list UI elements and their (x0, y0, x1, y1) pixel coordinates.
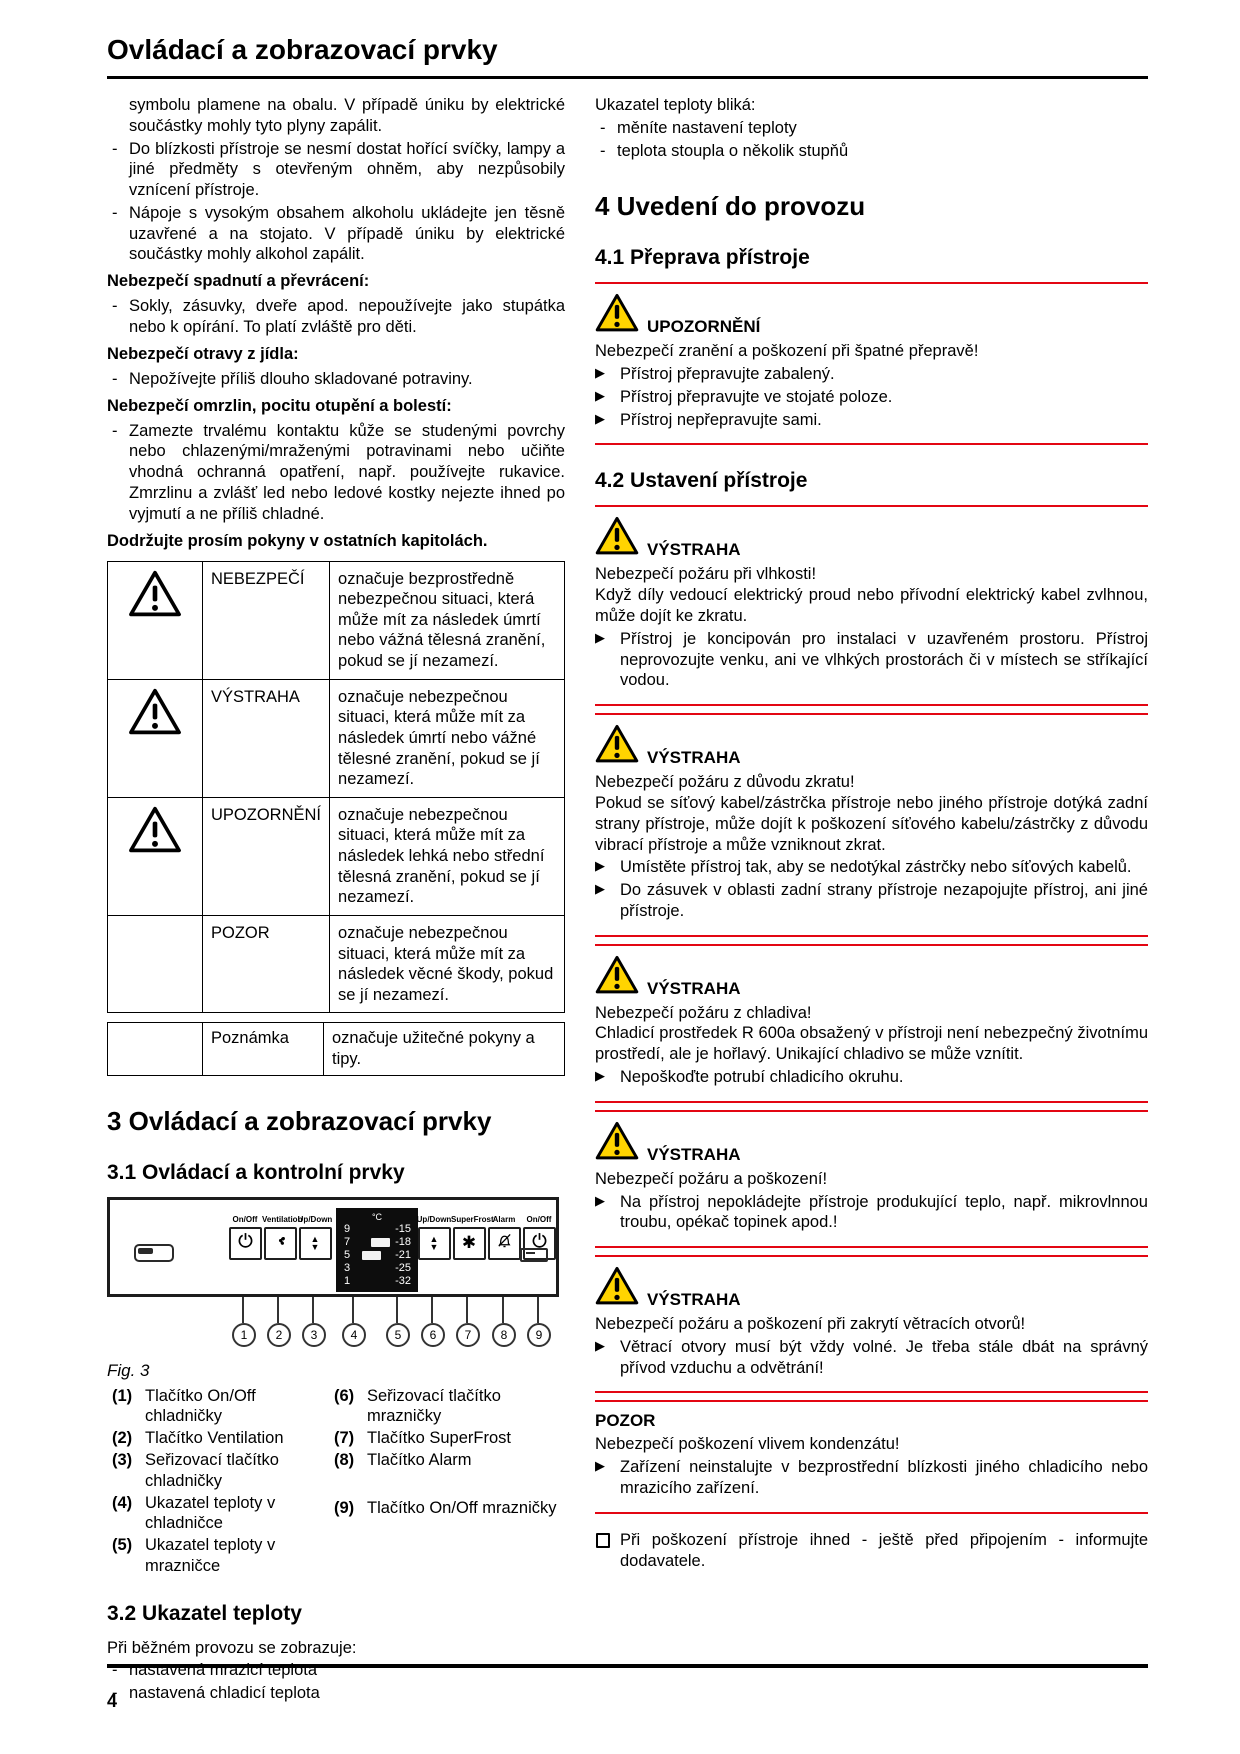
warning-body: Pokud se síťový kabel/zástrčka přístroje nebo jiného přístroje dotýká zadní strany přístroje, může dojít k poškození síťového kabelu/zástrčky z důvodu vibrací přístroje a může vzniknout zkrat. (595, 793, 1148, 854)
warning-ventilation-openings (595, 1255, 1148, 1393)
warning-header (595, 955, 1148, 1000)
freezer-temperature-scale: -15 -18 -21 -25 -32 (395, 1222, 411, 1287)
up-down-arrows-icon: ▲ ▼ (429, 1234, 439, 1253)
fridge-updown-control (297, 1215, 333, 1260)
freezer-updown-button[interactable] (418, 1227, 451, 1260)
action-item: ▶ Větrací otvory musí být vždy volné. Je třeba stále dbát na správný přívod vzduchu a odvětrání! (595, 1337, 1148, 1379)
supplier-note (595, 1530, 1148, 1572)
hazard-list (107, 421, 565, 525)
button-label: On/Off (232, 1214, 258, 1224)
callout: 6 (421, 1297, 443, 1347)
fridge-onoff-control (227, 1215, 263, 1260)
list-item: - nastavená chladicí teplota (107, 1683, 565, 1704)
warning-level: VÝSTRAHA (647, 1290, 741, 1310)
legend-item: (4) Ukazatel teploty v chladničce (112, 1493, 276, 1533)
caution-level: POZOR (595, 1411, 656, 1431)
warning-triangle-icon (595, 1266, 639, 1311)
warning-body: Když díly vedoucí elektrický proud nebo přívodní elektrický kabel zvlhnou, může dojít ke zkratu. (595, 586, 1148, 626)
snowflake-icon: ✱ (461, 1233, 477, 1253)
warning-subtitle: Nebezpečí zranění a poškození při špatné přepravě! (595, 342, 979, 361)
action-item: ▶ Přístroj nepřepravujte sami. (595, 410, 1148, 431)
list-item: - teplota stoupla o několik stupňů (595, 141, 1148, 162)
control-panel (107, 1197, 559, 1297)
signal-word: NEBEZPEČÍ (203, 561, 330, 679)
list-item: - měníte nastavení teploty (595, 118, 1148, 139)
follow-note: Dodržujte prosím pokyny v ostatních kapitolách. (107, 531, 488, 550)
warning-header (595, 293, 1148, 338)
button-label: On/Off (526, 1214, 552, 1224)
left-column (107, 95, 565, 1706)
fridge-indicator-bar (362, 1251, 381, 1260)
callout: 8 (492, 1297, 514, 1347)
legend-column-left (107, 1385, 329, 1578)
figure-legend (107, 1385, 565, 1578)
hazard-heading: Nebezpečí omrzlin, pocitu otupění a bolestí: (107, 396, 452, 415)
freezer-updown-control (416, 1215, 452, 1260)
warning-triangle-icon (595, 955, 639, 1000)
warning-subtitle: Nebezpečí požáru a poškození při zakrytí větracích otvorů! (595, 1315, 1026, 1334)
callout: 4 (342, 1297, 364, 1347)
signal-definition: označuje nebezpečnou situaci, která může mít za následek lehká nebo střední tělesná zranění, pokud se jí nezamezí. (330, 797, 565, 915)
action-item: ▶ Na přístroj nepokládejte přístroje produkující teplo, např. mikrovlnnou troubu, opékač topinek apod.! (595, 1192, 1148, 1234)
right-column (595, 95, 1148, 1706)
warning-level: VÝSTRAHA (647, 540, 741, 560)
table-row (108, 797, 565, 915)
superfrost-control (451, 1214, 494, 1260)
signal-definition: označuje nebezpečnou situaci, která může mít za následek věcné škody, pokud se jí nezamezí. (330, 915, 565, 1013)
fridge-onoff-button[interactable] (229, 1227, 262, 1260)
callout: 9 (527, 1297, 549, 1347)
callout: 7 (456, 1297, 478, 1347)
legend-item: (6) Seřizovací tlačítko mrazničky (334, 1386, 501, 1426)
list-item: - Do blízkosti přístroje se nesmí dostat hořící svíčky, lampy a jiné předměty s otevřeným ohněm, aby nezpůsobily vznícení přístroje. (107, 139, 565, 201)
freezer-indicator-bar (371, 1238, 390, 1247)
warning-transport (595, 282, 1148, 445)
warning-short-circuit (595, 713, 1148, 936)
warning-level: VÝSTRAHA (647, 748, 741, 768)
header-rule (107, 76, 1148, 79)
warning-body: Chladicí prostředek R 600a obsažený v přístroji není nebezpečný životnímu prostředí, ale je hořlavý. Unikající chladivo se může vznítit. (595, 1024, 1148, 1064)
action-item: ▶ Přístroj přepravujte ve stojaté poloze. (595, 387, 1148, 408)
table-row (108, 915, 565, 1013)
alarm-bell-muted-icon (496, 1232, 513, 1254)
button-label: Ventilation (262, 1214, 303, 1224)
note-table (107, 1022, 565, 1075)
section-3-2-intro: Při běžném provozu se zobrazuje: (107, 1638, 357, 1657)
signal-definition: označuje nebezpečnou situaci, která může mít za následek úmrtí nebo vážné tělesné zranění, pokud se jí nezamezí. (330, 679, 565, 797)
interior-light-icon (134, 1244, 174, 1262)
page-title: Ovládací a zobrazovací prvky (107, 34, 498, 65)
legend-item: (5) Ukazatel teploty v mrazničce (112, 1536, 276, 1575)
warning-level: VÝSTRAHA (647, 1144, 741, 1164)
section-3-heading: 3 Ovládací a zobrazovací prvky (107, 1105, 492, 1136)
legend-item: (8) Tlačítko Alarm (334, 1450, 472, 1469)
button-label: Up/Down (297, 1214, 333, 1224)
list-item: - Sokly, zásuvky, dveře apod. nepoužívejte jako stupátka nebo k opírání. To platí zvláště pro děti. (107, 296, 565, 338)
hazard-list (107, 296, 565, 338)
warning-triangle-icon (595, 724, 639, 769)
warning-actions (595, 857, 1148, 921)
list-item: - Zamezte trvalému kontaktu kůže se studenými povrchy nebo chlazenými/mraženými potravinami nebo učiňte vhodná ochranná opatření, např. používejte rukavice. Zmrzlinu a zvlášť led nebo ledové kostky nejezte ihned po vyjmutí a ne příliš chladné. (107, 421, 565, 525)
list-item: - Nepožívejte příliš dlouho skladované potraviny. (107, 369, 565, 390)
warning-header (595, 516, 1148, 561)
section-4-heading: 4 Uvedení do provozu (595, 191, 866, 222)
superfrost-button[interactable] (453, 1227, 486, 1260)
warning-header (595, 1121, 1148, 1166)
section-3-1-heading: 3.1 Ovládací a kontrolní prvky (107, 1160, 405, 1184)
signal-word: UPOZORNĚNÍ (203, 797, 330, 915)
action-item: ▶ Do zásuvek v oblasti zadní strany přístroje nezapojujte přístroj, ani jiné přístroje. (595, 880, 1148, 922)
legend-column-right (329, 1385, 565, 1578)
control-panel-figure (107, 1197, 565, 1578)
legend-item: (7) Tlačítko SuperFrost (334, 1429, 511, 1448)
signal-word: VÝSTRAHA (203, 679, 330, 797)
action-item: ▶ Umístěte přístroj tak, aby se nedotýkal zástrčky nebo síťových kabelů. (595, 857, 1148, 878)
action-item: ▶ Nepoškoďte potrubí chladicího okruhu. (595, 1067, 1148, 1088)
table-row (108, 561, 565, 679)
section-4-1-heading: 4.1 Přeprava přístroje (595, 246, 810, 270)
warning-actions (595, 1067, 1148, 1088)
warning-level: VÝSTRAHA (647, 978, 741, 998)
legend-item: (2) Tlačítko Ventilation (112, 1429, 284, 1448)
fridge-updown-button[interactable] (299, 1227, 332, 1260)
fan-icon (272, 1232, 289, 1254)
section-3-2-heading: 3.2 Ukazatel teploty (107, 1601, 302, 1625)
warning-actions (595, 1337, 1148, 1379)
empty-cell (108, 915, 203, 1013)
callout: 5 (386, 1297, 408, 1347)
power-icon (237, 1232, 254, 1254)
warning-subtitle: Nebezpečí požáru při vlhkosti! (595, 565, 817, 584)
hazard-list (107, 369, 565, 390)
action-item: ▶ Přístroj je koncipován pro instalaci v uzavřeném prostoru. Přístroj neprovozujte venku, ani ve vlhkých prostorách či v místech se stříkající vodou. (595, 629, 1148, 691)
warning-heat-sources (595, 1110, 1148, 1248)
mains-connector-icon (520, 1248, 548, 1262)
table-row (108, 679, 565, 797)
warning-subtitle: Nebezpečí požáru z důvodu zkratu! (595, 773, 855, 792)
page-number: 4 (107, 1691, 118, 1711)
intro-paragraph: symbolu plamene na obalu. V případě úniku by elektrické součástky mohly tyto plyny zapálit. (129, 96, 565, 135)
warning-refrigerant (595, 944, 1148, 1103)
callout: 2 (267, 1297, 289, 1347)
flash-list (595, 118, 1148, 162)
intro-bullet-list (107, 139, 565, 266)
figure-caption: Fig. 3 (107, 1360, 150, 1380)
note-definition: označuje užitečné pokyny a tipy. (324, 1023, 565, 1075)
note-term: Poznámka (203, 1023, 324, 1075)
button-label: Up/Down (416, 1214, 452, 1224)
warning-header (595, 1266, 1148, 1311)
temperature-display (336, 1208, 418, 1292)
table-row (108, 1023, 565, 1075)
caution-condensate (595, 1400, 1148, 1513)
figure-callouts (107, 1297, 559, 1353)
signal-definition: označuje bezprostředně nebezpečnou situaci, která může mít za následek úmrtí nebo vážná tělesná zranění, pokud se jí nezamezí. (330, 561, 565, 679)
checkbox-icon (596, 1533, 610, 1548)
warning-triangle-icon (595, 293, 639, 338)
warning-level: UPOZORNĚNÍ (647, 317, 761, 337)
warning-actions (595, 364, 1148, 430)
button-label: SuperFrost (451, 1214, 494, 1224)
warning-triangle-icon (108, 561, 203, 679)
signal-word-table (107, 561, 565, 1014)
warning-actions (595, 629, 1148, 691)
alarm-control (486, 1215, 522, 1260)
warning-humidity (595, 505, 1148, 706)
list-item: - nastavená mrazicí teplota (107, 1660, 565, 1681)
callout: 3 (302, 1297, 324, 1347)
callout: 1 (232, 1297, 254, 1347)
button-label: Alarm (492, 1214, 516, 1224)
empty-cell (108, 1023, 203, 1075)
warning-triangle-icon (108, 797, 203, 915)
display-unit: °C (371, 1211, 383, 1222)
caution-subtitle: Nebezpečí poškození vlivem kondenzátu! (595, 1435, 900, 1454)
footer-rule (107, 1664, 1148, 1668)
fridge-temperature-scale: 9 7 5 3 1 (344, 1222, 351, 1287)
warning-triangle-icon (108, 679, 203, 797)
alarm-button[interactable] (488, 1227, 521, 1260)
legend-item: (1) Tlačítko On/Off chladničky (112, 1386, 256, 1426)
caution-actions (595, 1457, 1148, 1499)
warning-subtitle: Nebezpečí požáru z chladiva! (595, 1003, 812, 1022)
warning-subtitle: Nebezpečí požáru a poškození! (595, 1169, 828, 1188)
hazard-heading: Nebezpečí otravy z jídla: (107, 344, 299, 363)
legend-item: (9) Tlačítko On/Off mrazničky (334, 1498, 557, 1517)
warning-triangle-icon (595, 516, 639, 561)
warning-triangle-icon (595, 1121, 639, 1166)
section-4-2-heading: 4.2 Ustavení přístroje (595, 469, 808, 493)
up-down-arrows-icon: ▲ ▼ (310, 1234, 320, 1253)
flash-heading: Ukazatel teploty bliká: (595, 96, 756, 114)
legend-item: (3) Seřizovací tlačítko chladničky (112, 1450, 279, 1490)
signal-word: POZOR (203, 915, 330, 1013)
list-item: - Nápoje s vysokým obsahem alkoholu ukládejte jen těsně uzavřené a na stojato. V případě úniku by elektrické součástky mohly alkohol zapálit. (107, 203, 565, 265)
warning-header (595, 724, 1148, 769)
action-item: ▶ Přístroj přepravujte zabalený. (595, 364, 1148, 385)
two-column-layout (107, 95, 1148, 1706)
ventilation-button[interactable] (264, 1227, 297, 1260)
ventilation-control (262, 1214, 303, 1260)
supplier-note-text: Při poškození přístroje ihned - ještě před připojením - informujte dodavatele. (620, 1530, 1148, 1570)
warning-actions (595, 1192, 1148, 1234)
action-item: ▶ Zařízení neinstalujte v bezprostřední blízkosti jiného chladicího nebo mrazicího zařízení. (595, 1457, 1148, 1499)
hazard-heading: Nebezpečí spadnutí a převrácení: (107, 272, 370, 291)
